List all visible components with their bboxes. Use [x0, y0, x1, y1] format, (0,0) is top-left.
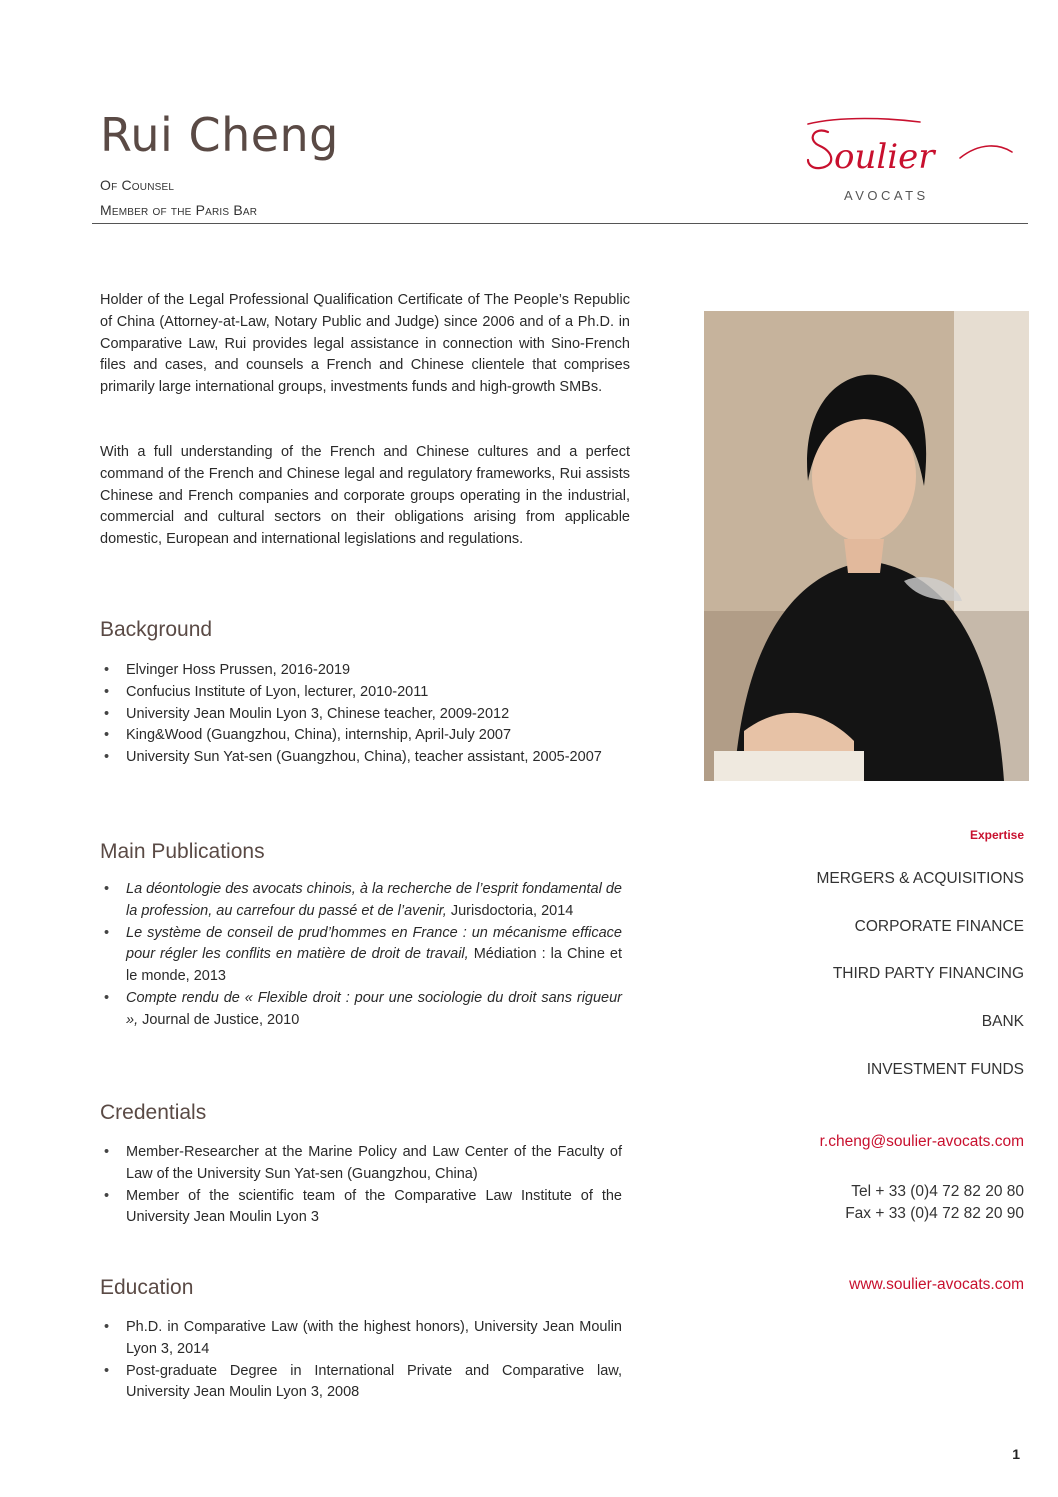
publication-title: La déontologie des avocats chinois, à la recherche de l’esprit fondamental de la profession, au carrefour du passé et de l’avenir, — [126, 881, 622, 919]
list-item: • King&Wood (Guangzhou, China), internship, April-July 2007 — [100, 725, 622, 747]
role-title: Of Counsel — [100, 177, 175, 193]
list-item — [100, 879, 622, 923]
publication-source: Journal de Justice, 2010 — [138, 1011, 300, 1028]
telephone: Tel + 33 (0)4 72 82 20 80 — [851, 1183, 1024, 1200]
list-item: • University Jean Moulin Lyon 3, Chinese teacher, 2009-2012 — [100, 704, 622, 726]
list-item: • Member of the scientific team of the Comparative Law Institute of the University Jean Moulin Lyon 3 — [100, 1186, 622, 1230]
credentials-heading: Credentials — [100, 1101, 207, 1124]
publication-source: Médiation : la Chine et le monde, 2013 — [126, 946, 622, 985]
bar-membership: Member of the Paris Bar — [100, 202, 258, 218]
list-item: • Ph.D. in Comparative Law (with the highest honors), University Jean Moulin Lyon 3, 2014 — [100, 1317, 622, 1361]
education-heading: Education — [100, 1276, 194, 1299]
list-item — [100, 988, 622, 1032]
expertise-item: BANK — [981, 1013, 1024, 1030]
expertise-item: INVESTMENT FUNDS — [866, 1061, 1024, 1078]
header-divider — [92, 223, 1028, 224]
education-list — [100, 1317, 622, 1404]
list-item: • Confucius Institute of Lyon, lecturer, 2010-2011 — [100, 682, 622, 704]
publication-title: Compte rendu de « Flexible droit : pour une sociologie du droit sans rigueur », — [126, 989, 622, 1028]
intro-paragraph-1: Holder of the Legal Professional Qualification Certificate of The People’s Republic of China (Attorney-at-Law, Notary Public and Judge) since 2006 and of a Ph.D. in Comparative Law, Rui provides legal assistance in connection with Sino-French files and cases, and counsels a French and Chinese clientele that comprises primarily large international groups, investments funds and high-growth SMBs. — [100, 292, 630, 396]
expertise-item: MERGERS & ACQUISITIONS — [816, 870, 1024, 887]
person-name: Rui Cheng — [100, 108, 339, 162]
expertise-item: THIRD PARTY FINANCING — [832, 965, 1024, 982]
publications-list — [100, 879, 622, 1032]
list-item: • Member-Researcher at the Marine Policy and Law Center of the Faculty of Law of the University Sun Yat-sen (Guangzhou, China) — [100, 1142, 622, 1186]
list-item — [100, 923, 622, 988]
svg-text:oulier: oulier — [834, 137, 935, 177]
page-number: 1 — [1012, 1446, 1020, 1462]
list-item: • University Sun Yat-sen (Guangzhou, China), teacher assistant, 2005-2007 — [100, 747, 622, 769]
logo-subtitle: AVOCATS — [844, 188, 929, 203]
expertise-item: CORPORATE FINANCE — [854, 918, 1024, 935]
publication-title: Le système de conseil de prud’hommes en France : un mécanisme efficace pour régler les conflits en matière de droit de travail, — [126, 924, 622, 963]
publication-source: Jurisdoctoria, 2014 — [446, 902, 574, 919]
phone-block — [845, 1181, 1024, 1225]
intro-paragraph-2: With a full understanding of the French and Chinese cultures and a perfect command of the French and Chinese legal and regulatory frameworks, Rui assists Chinese and French companies and corporate groups operating in the industrial, commercial and cultural sectors on their obligations arising from applicable domestic, European and international legislations and regulations. — [100, 444, 630, 548]
publications-heading: Main Publications — [100, 840, 265, 863]
background-list — [100, 660, 622, 769]
portrait-photo — [704, 311, 1029, 781]
email-link[interactable]: r.cheng@soulier-avocats.com — [819, 1133, 1024, 1150]
fax: Fax + 33 (0)4 72 82 20 90 — [845, 1205, 1024, 1222]
website-link[interactable]: www.soulier-avocats.com — [849, 1276, 1024, 1293]
credentials-list — [100, 1142, 622, 1229]
list-item: • Elvinger Hoss Prussen, 2016-2019 — [100, 660, 622, 682]
list-item: • Post-graduate Degree in International Private and Comparative law, University Jean Moulin Lyon 3, 2008 — [100, 1361, 622, 1405]
background-heading: Background — [100, 618, 213, 641]
expertise-heading: Expertise — [969, 828, 1024, 842]
